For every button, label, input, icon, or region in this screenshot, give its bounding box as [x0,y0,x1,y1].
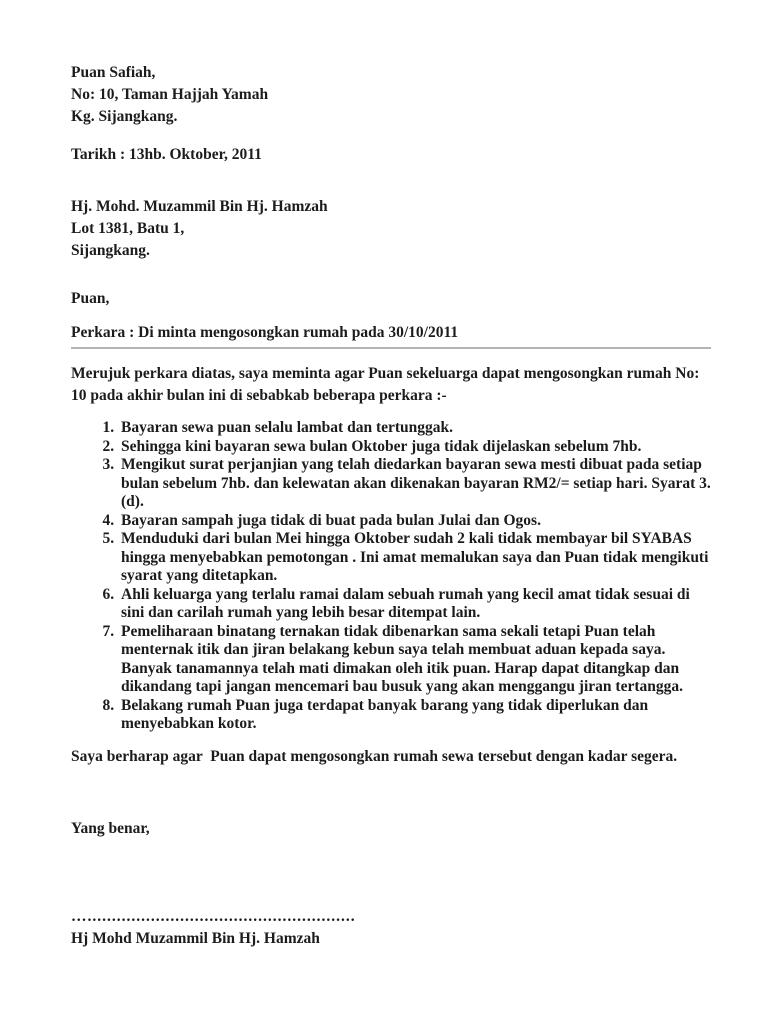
sender-name: Puan Safiah, [71,64,156,81]
reason-item-2: 2. Sehingga kini bayaran sewa bulan Oktober juga tidak dijelaskan sebelum 7hb. [118,438,711,457]
recipient-address-line2: Sijangkang. [71,242,150,259]
reason-item-8: 8. Belakang rumah Puan juga terdapat banyak barang yang tidak diperlukan dan menyebabkan kotor. [118,697,711,734]
signoff: Yang benar, [71,819,150,837]
reasons-list [71,419,711,734]
salutation: Puan, [71,290,110,307]
recipient-block [71,196,711,262]
subject-line: Perkara : Di minta mengosongkan rumah pada 30/10/2011 [71,322,711,349]
closing-paragraph: Saya berharap agar Puan dapat mengosongkan rumah sewa tersebut dengan kadar segera. [71,747,678,765]
reason-item-1: 1. Bayaran sewa puan selalu lambat dan tertunggak. [118,419,711,438]
reason-item-3: 3. Mengikut surat perjanjian yang telah diedarkan bayaran sewa mesti dibuat pada setiap bulan sebelum 7hb. dan kelewatan akan dikenakan bayaran RM2/= setiap hari. Syarat 3. (d). [118,456,711,512]
recipient-address-line1: Lot 1381, Batu 1, [71,220,185,237]
reason-item-7: 7. Pemeliharaan binatang ternakan tidak dibenarkan sama sekali tetapi Puan telah menternak itik dan jiran belakang kebun saya telah membuat aduan kepada saya. Banyak tanamannya telah mati dimakan oleh itik puan. Harap dapat ditangkap dan dikandang tapi jangan mencemari bau busuk yang akan menggangu jiran tertangga. [118,623,711,697]
sender-address-line1: No: 10, Taman Hajjah Yamah [71,86,269,103]
signature-dotted-line: …....................................................... [71,907,356,925]
reason-item-5: 5. Menduduki dari bulan Mei hingga Oktober sudah 2 kali tidak membayar bil SYABAS hingga menyebabkan pemotongan . Ini amat memalukan saya dan Puan tidak mengikuti syarat yang ditetapkan. [118,530,711,586]
date-line: Tarikh : 13hb. Oktober, 2011 [71,146,262,163]
reason-item-6: 6. Ahli keluarga yang terlalu ramai dalam sebuah rumah yang kecil amat tidak sesuai di sini dan carilah rumah yang lebih besar ditempat lain. [118,586,711,623]
intro-paragraph: Merujuk perkara diatas, saya meminta agar Puan sekeluarga dapat mengosongkan rumah No: 10 pada akhir bulan ini di sebabkab beberapa perkara :- [71,365,700,404]
sender-block [71,62,711,128]
recipient-name: Hj. Mohd. Muzammil Bin Hj. Hamzah [71,198,328,215]
sender-address-line2: Kg. Sijangkang. [71,108,178,125]
reason-item-4: 4. Bayaran sampah juga tidak di buat pada bulan Julai dan Ogos. [118,512,711,531]
signature-name: Hj Mohd Muzammil Bin Hj. Hamzah [71,929,320,947]
